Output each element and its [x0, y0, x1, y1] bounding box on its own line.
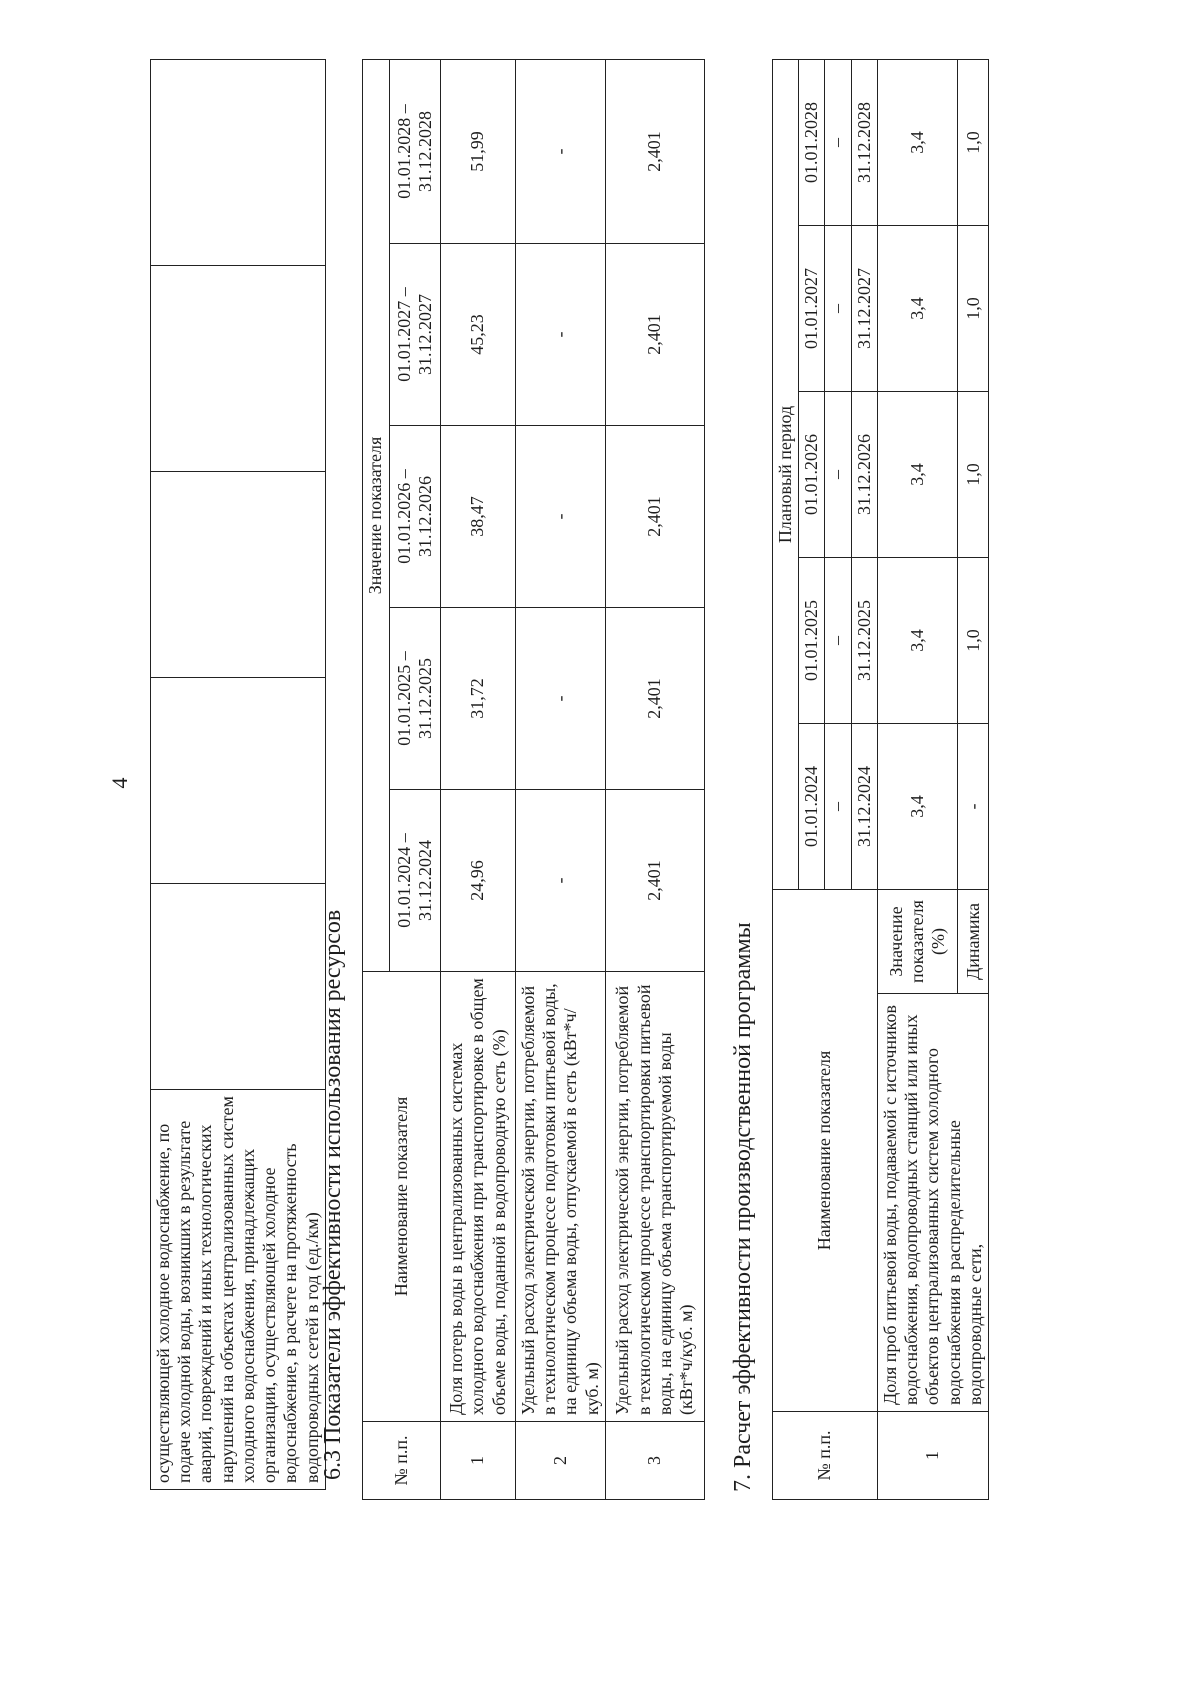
row-value: - [516, 59, 606, 243]
period-header: 01.01.2025 – 31.12.2025 [390, 608, 441, 790]
sub-label: Значение показателя (%) [877, 890, 958, 994]
row-num: 1 [877, 1412, 988, 1500]
row-value: 3,4 [877, 392, 958, 558]
period-dash: – [825, 392, 851, 558]
period-dash: – [825, 558, 851, 724]
row-value: 31,72 [441, 608, 516, 790]
value-group-header: Значение показателя [363, 59, 390, 971]
period-start: 01.01.2028 [799, 60, 825, 226]
table-row [605, 59, 704, 1499]
period-header: 01.01.2028 – 31.12.2028 [390, 59, 441, 243]
section-7-title: 7. Расчет эффективности производственной программы [730, 922, 756, 1492]
row-value: 2,401 [605, 244, 704, 426]
name-header: Наименование показателя [363, 972, 441, 1422]
period-end: 31.12.2028 [851, 60, 877, 226]
name-header: Наименование показателя [773, 890, 878, 1412]
row-name: Удельный расход электрической энергии, потребляемой в технологическом процессе транспортировки питьевой воды, на единицу объема транспортируемой воды (кВт*ч/куб. м) [605, 972, 704, 1422]
row-value: 1,0 [958, 60, 989, 226]
period-header: 01.01.2027 – 31.12.2027 [390, 244, 441, 426]
row-name: Удельный расход электрической энергии, потребляемой в технологическом процессе подготовки питьевой воды, на единицу объема воды, отпускаемой в сеть (кВт*ч/куб. м) [516, 972, 606, 1422]
row-value: - [958, 724, 989, 890]
row-value: 2,401 [605, 59, 704, 243]
page-number: 4 [107, 777, 132, 789]
sub-label: Динамика [958, 890, 989, 994]
period-end: 31.12.2025 [851, 558, 877, 724]
rotated-page-content [150, 60, 1150, 1500]
row-num: 3 [605, 1422, 704, 1500]
row-value: 24,96 [441, 790, 516, 972]
period-start: 01.01.2027 [799, 226, 825, 392]
row-value: 51,99 [441, 59, 516, 243]
table-row [516, 59, 606, 1499]
continuation-text: осуществляющей холодное водоснабжение, по подаче холодной воды, возникших в результате аварий, повреждений и иных технологических нарушений на объектах централизованных систем холодного водоснабжения, принадлежащих организации, осуществляющей холодное водоснабжение, в расчете на протяженность водопроводных сетей в год (ед./км) [151, 1090, 326, 1490]
num-header: № п.п. [363, 1422, 441, 1500]
period-end: 31.12.2024 [851, 724, 877, 890]
period-start: 01.01.2026 [799, 392, 825, 558]
row-value: 2,401 [605, 426, 704, 608]
period-dash: – [825, 724, 851, 890]
table-cell [151, 884, 326, 1090]
row-value: - [516, 790, 606, 972]
table-header-row [363, 59, 390, 1499]
period-header: 01.01.2026 – 31.12.2026 [390, 426, 441, 608]
row-value: 3,4 [877, 558, 958, 724]
table-row [877, 60, 958, 1500]
table-cell [151, 472, 326, 678]
row-num: 2 [516, 1422, 606, 1500]
row-value: 1,0 [958, 226, 989, 392]
table-cell [151, 266, 326, 472]
table-row [441, 59, 516, 1499]
row-name: Доля потерь воды в централизованных системах холодного водоснабжения при транспортировке в общем объеме воды, поданной в водопроводную сеть (%) [441, 972, 516, 1422]
row-value: 1,0 [958, 558, 989, 724]
program-efficiency-table [772, 59, 989, 1500]
plan-group-header: Плановый период [773, 60, 799, 890]
period-dash: – [825, 226, 851, 392]
period-end: 31.12.2027 [851, 226, 877, 392]
row-value: 3,4 [877, 60, 958, 226]
row-value: 2,401 [605, 790, 704, 972]
table-cell [151, 678, 326, 884]
row-num: 1 [441, 1422, 516, 1500]
table-header-row [773, 60, 799, 1500]
row-value: - [516, 608, 606, 790]
continuation-table [150, 59, 326, 1490]
row-value: 45,23 [441, 244, 516, 426]
table-row [151, 60, 326, 1490]
row-value: 3,4 [877, 226, 958, 392]
row-value: 1,0 [958, 392, 989, 558]
section-6-3-title: 6.3 Показатели эффективности использования ресурсов [320, 909, 346, 1480]
row-value: - [516, 244, 606, 426]
period-start: 01.01.2024 [799, 724, 825, 890]
period-header: 01.01.2024 – 31.12.2024 [390, 790, 441, 972]
row-value: 3,4 [877, 724, 958, 890]
row-value: - [516, 426, 606, 608]
row-name: Доля проб питьевой воды, подаваемой с источников водоснабжения, водопроводных станций или иных объектов централизованных систем холодного водоснабжения в распределительные водопроводные сети, [877, 994, 988, 1412]
num-header: № п.п. [773, 1412, 878, 1500]
period-end: 31.12.2026 [851, 392, 877, 558]
row-value: 38,47 [441, 426, 516, 608]
row-value: 2,401 [605, 608, 704, 790]
resource-efficiency-table [362, 59, 705, 1500]
table-cell [151, 60, 326, 266]
period-start: 01.01.2025 [799, 558, 825, 724]
period-dash: – [825, 60, 851, 226]
